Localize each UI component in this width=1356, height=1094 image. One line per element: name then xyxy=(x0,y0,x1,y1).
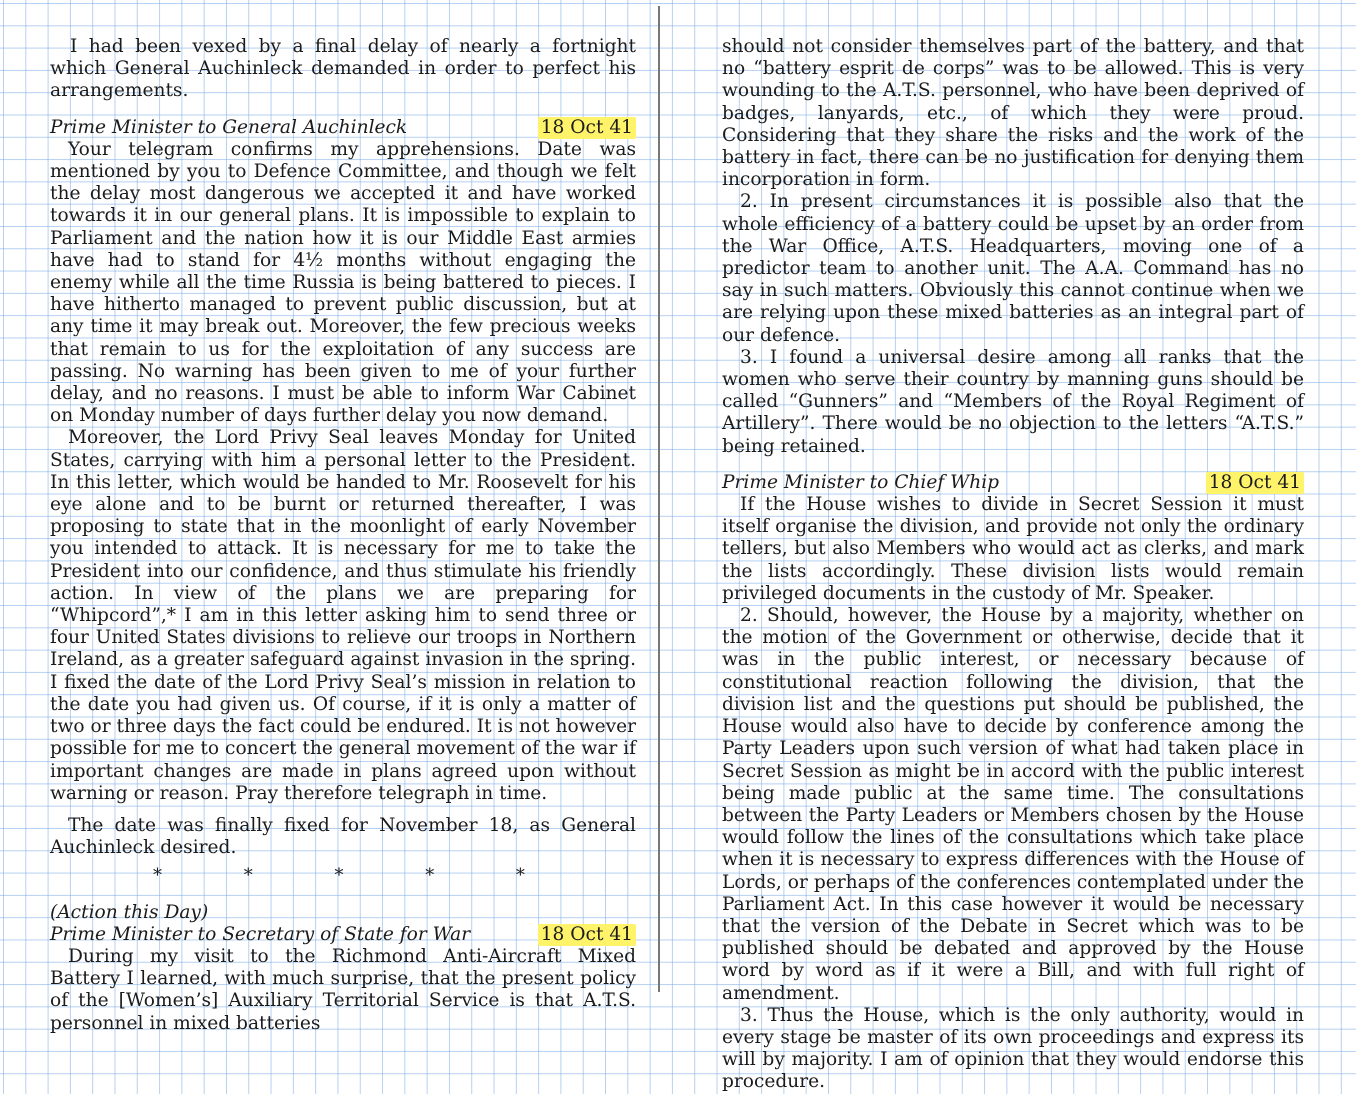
message-recipient: Prime Minister to General Auchinleck xyxy=(50,116,408,138)
message-recipient: Prime Minister to Chief Whip xyxy=(722,471,1000,493)
numbered-paragraph: 2. Should, however, the House by a majority, whether on the motion of the Government or otherwise, decide that it was in the public interest, or necessary because of constitutional reaction following the division, that the division list and the questions put should be published, the House would also have to decide by conference among the Party Leaders upon such version of what had taken place in Secret Session as might be in accord with the public interest being made public at the same time. The consultations between the Party Leaders or Members chosen by the House would follow the lines of the consultations which take place when it is necessary to express differences with the House of Lords, or perhaps of the conferences contemplated under the Parliament Act. In this case however it would be necessary that the version of the Debate in Secret which was to be published should be debated and approved by the House word by word as if it were a Bill, and with full right of amendment. xyxy=(722,605,1304,1004)
message-date: 18 Oct 41 xyxy=(538,117,636,139)
numbered-paragraph: 2. In present circumstances it is possible also that the whole efficiency of a battery could be upset by an order from the War Office, A.T.S. Headquarters, moving one of a predictor team to another unit. The A.A. Command has no say in such matters. Obviously this cannot continue when we are relying upon these mixed batteries as an integral part of our defence. xyxy=(722,191,1304,346)
right-page-text xyxy=(722,36,1304,1094)
narrative-paragraph: The date was finally fixed for November 18, as General Auchinleck desired. xyxy=(50,814,636,859)
message-paragraph: Moreover, the Lord Privy Seal leaves Monday for United States, carrying with him a personal letter to the President. In this letter, which would be handed to Mr. Roosevelt for his eye alone and to be burnt or returned thereafter, I was proposing to state that in the moonlight of early November you intended to attack. It is necessary for me to take the President into our confidence, and thus stimulate his friendly action. In view of the plans we are preparing for “Whipcord”,* I am in this letter asking him to send three or four United States divisions to relieve our troops in Northern Ireland, as a greater safeguard against invasion in the spring. I fixed the date of the Lord Privy Seal’s mission in relation to the date you had given us. Of course, if it is only a matter of two or three days the fact could be endured. It is not however possible for me to concert the general movement of the war if important changes are made in plans agreed upon without warning or reason. Pray therefore telegraph in time. xyxy=(50,427,636,804)
message-paragraph: Your telegram confirms my apprehensions. Date was mentioned by you to Defence Committee, and though we felt the delay most dangerous we accepted it and have worked towards it in our general plans. It is impossible to explain to Parliament and the nation how it is our Middle East armies have had to stand for 4½ months without engaging the enemy while all the time Russia is being battered to pieces. I have hitherto managed to prevent public discussion, but at any time it may break out. Moreover, the few precious weeks that remain to us for the exploitation of any success are passing. No warning has been given to me of your further delay, and no reasons. I must be able to inform War Cabinet on Monday number of days further delay you now demand. xyxy=(50,138,636,427)
message-header-secretary-of-state xyxy=(50,924,636,946)
message-date: 18 Oct 41 xyxy=(538,924,636,946)
numbered-paragraph: 3. I found a universal desire among all ranks that the women who serve their country by manning guns should be called “Gunners” and “Members of the Royal Regiment of Artillery”. There would be no objection to the letters “A.T.S.” being retained. xyxy=(722,346,1304,457)
message-paragraph: During my visit to the Richmond Anti-Aircraft Mixed Battery I learned, with much surprise, that the present policy of the [Women’s] Auxiliary Territorial Service is that A.T.S. personnel in mixed batteries xyxy=(50,945,636,1034)
message-header-auchinleck xyxy=(50,117,636,139)
section-divider-stars: * * * * * xyxy=(153,865,563,887)
intro-paragraph: I had been vexed by a final delay of nearly a fortnight which General Auchinleck demanded in order to perfect his arrangements. xyxy=(50,36,636,102)
message-recipient: Prime Minister to Secretary of State for War xyxy=(50,923,471,945)
right-page xyxy=(712,6,1350,1093)
message-date: 18 Oct 41 xyxy=(1206,472,1304,494)
left-page xyxy=(6,6,660,1034)
message-header-chief-whip xyxy=(722,472,1304,494)
action-this-day-note: (Action this Day) xyxy=(50,901,209,923)
continued-paragraph: should not consider themselves part of the battery, and that no “battery esprit de corps” was to be allowed. This is very wounding to the A.T.S. personnel, who have been deprived of badges, lanyards, etc., of which they were proud. Considering that they share the risks and the work of the battery in fact, there can be no justification for denying them incorporation in form. xyxy=(722,36,1304,191)
numbered-paragraph: 3. Thus the House, which is the only authority, would in every stage be master of its own proceedings and express its will by majority. I am of opinion that they would endorse this procedure. xyxy=(722,1004,1304,1093)
message-paragraph: If the House wishes to divide in Secret Session it must itself organise the division, and provide not only the ordinary tellers, but also Members who would act as clerks, and mark the lists accordingly. These division lists would remain privileged documents in the custody of Mr. Speaker. xyxy=(722,494,1304,604)
left-page-text xyxy=(50,36,636,1035)
